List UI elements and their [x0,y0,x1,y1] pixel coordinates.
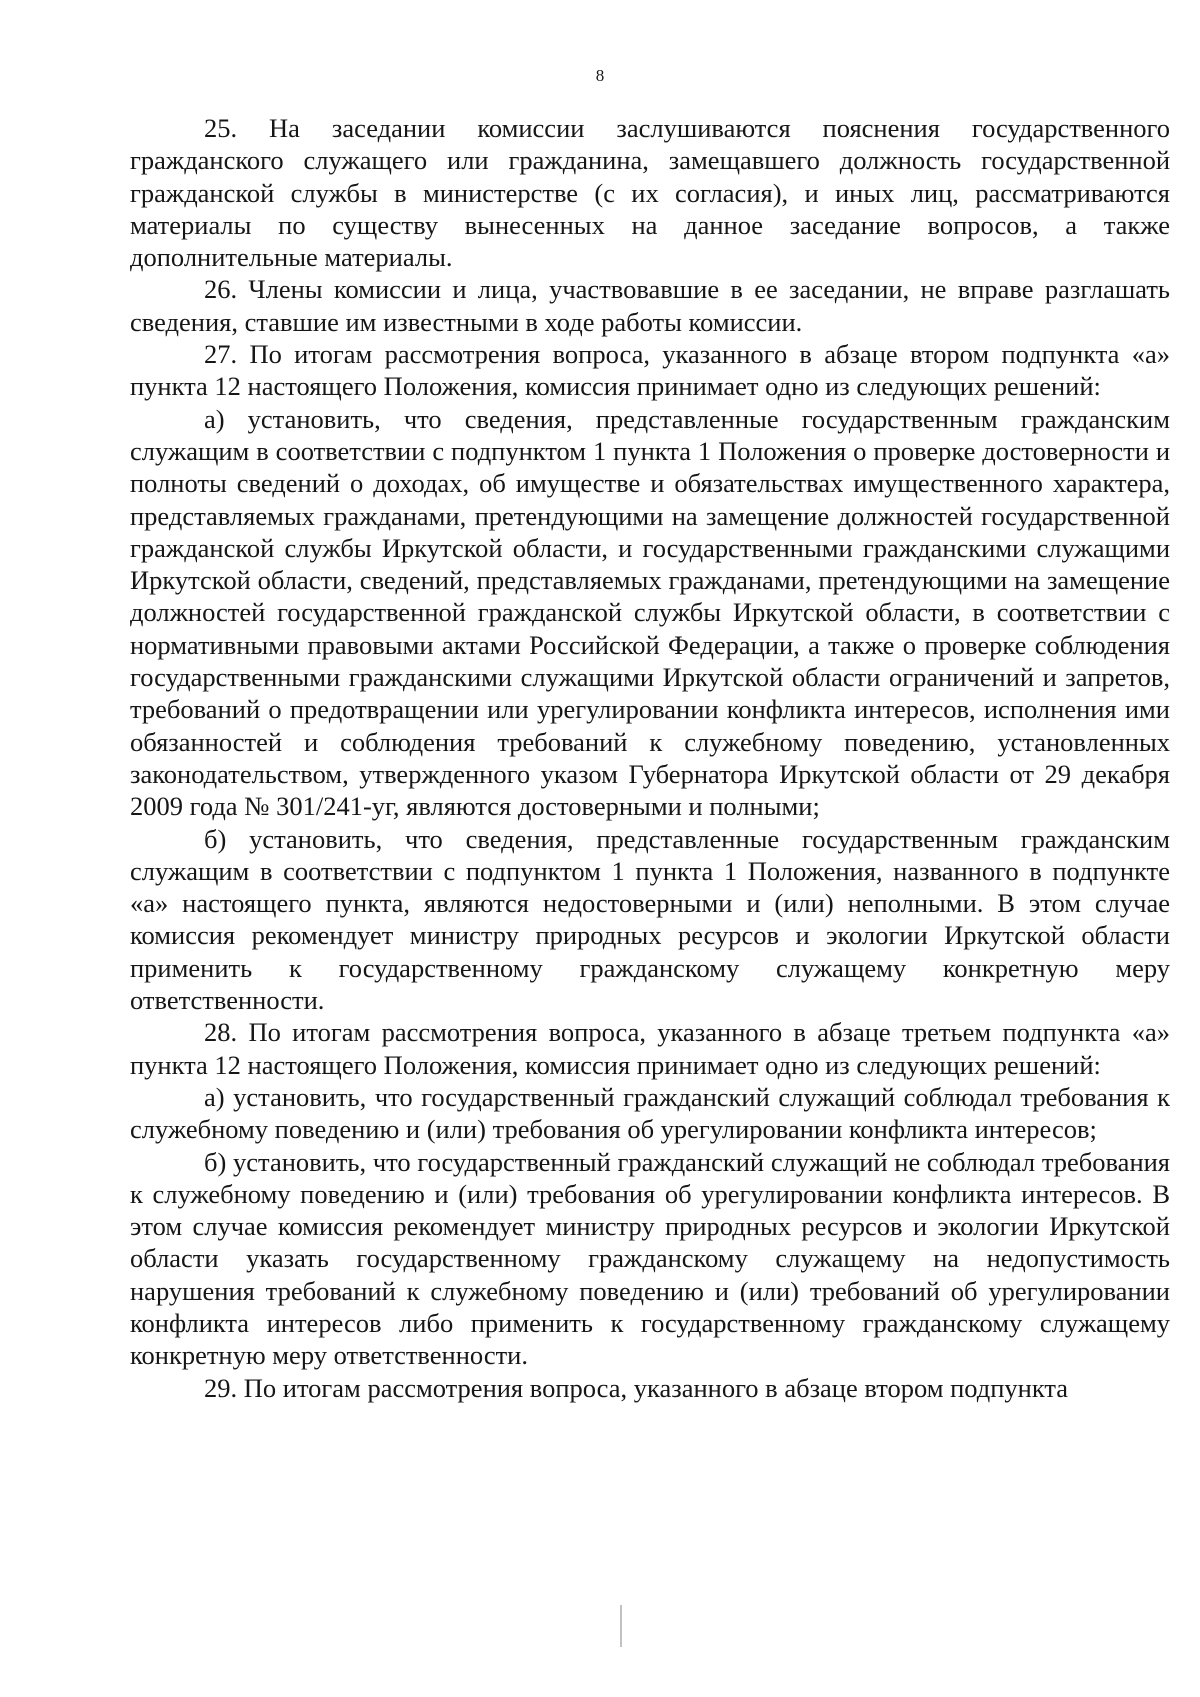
paragraph-28-b: б) установить, что государственный гражданский служащий не соблюдал требования к служебному поведению и (или) требования об урегулировании конфликта интересов. В этом случае комиссия рекомендует министру природных ресурсов и экологии Иркутской области указать государственному гражданскому служащему на недопустимость нарушения требований к служебному поведению и (или) требований об урегулировании конфликта интересов либо применить к государственному гражданскому служащему конкретную меру ответственности. [130,1146,1170,1371]
paragraph-27-b: б) установить, что сведения, представленные государственным гражданским служащим в соответствии с подпунктом 1 пункта 1 Положения, названного в подпункте «а» настоящего пункта, являются недостоверными и (или) неполными. В этом случае комиссия рекомендует министру природных ресурсов и экологии Иркутской области применить к государственному гражданскому служащему конкретную меру ответственности. [130,823,1170,1016]
paragraph-28-a: а) установить, что государственный гражданский служащий соблюдал требования к служебному поведению и (или) требования об урегулировании конфликта интересов; [130,1081,1170,1145]
document-body [130,112,1170,1404]
paragraph-29: 29. По итогам рассмотрения вопроса, указанного в абзаце втором подпункта [204,1372,1069,1403]
paragraph-25: 25. На заседании комиссии заслушиваются пояснения государственного гражданского служащего или гражданина, замещавшего должность государственной гражданской службы в министерстве (с их согласия), и иных лиц, рассматриваются материалы по существу вынесенных на данное заседание вопросов, а также дополнительные материалы. [130,113,1170,273]
paragraph-27-a: а) установить, что сведения, представленные государственным гражданским служащим в соответствии с подпунктом 1 пункта 1 Положения о проверке достоверности и полноты сведений о доходах, об имуществе и обязательствах имущественного характера, представляемых гражданами, претендующими на замещение должностей государственной гражданской службы Иркутской области, и государственными гражданскими служащими Иркутской области, сведений, представляемых гражданами, претендующими на замещение должностей государственной гражданской службы Иркутской области, в соответствии с нормативными правовыми актами Российской Федерации, а также о проверке соблюдения государственными гражданскими служащими Иркутской области ограничений и запретов, требований о предотвращении или урегулировании конфликта интересов, исполнения ими обязанностей и соблюдения требований к служебному поведению, установленных законодательством, утвержденного указом Губернатора Иркутской области от 29 декабря 2009 года № 301/241-уг, являются достоверными и полными; [130,403,1170,822]
paragraph-28: 28. По итогам рассмотрения вопроса, указанного в абзаце третьем подпункта «а» пункта 12 настоящего Положения, комиссия принимает одно из следующих решений: [130,1017,1170,1080]
paragraph-27: 27. По итогам рассмотрения вопроса, указанного в абзаце втором подпункта «а» пункта 12 настоящего Положения, комиссия принимает одно из следующих решений: [130,339,1170,402]
scan-artifact-line [620,1605,622,1647]
paragraph-26: 26. Члены комиссии и лица, участвовавшие в ее заседании, не вправе разглашать сведения, ставшие им известными в ходе работы комиссии. [130,274,1170,337]
page-number: 8 [595,66,605,85]
